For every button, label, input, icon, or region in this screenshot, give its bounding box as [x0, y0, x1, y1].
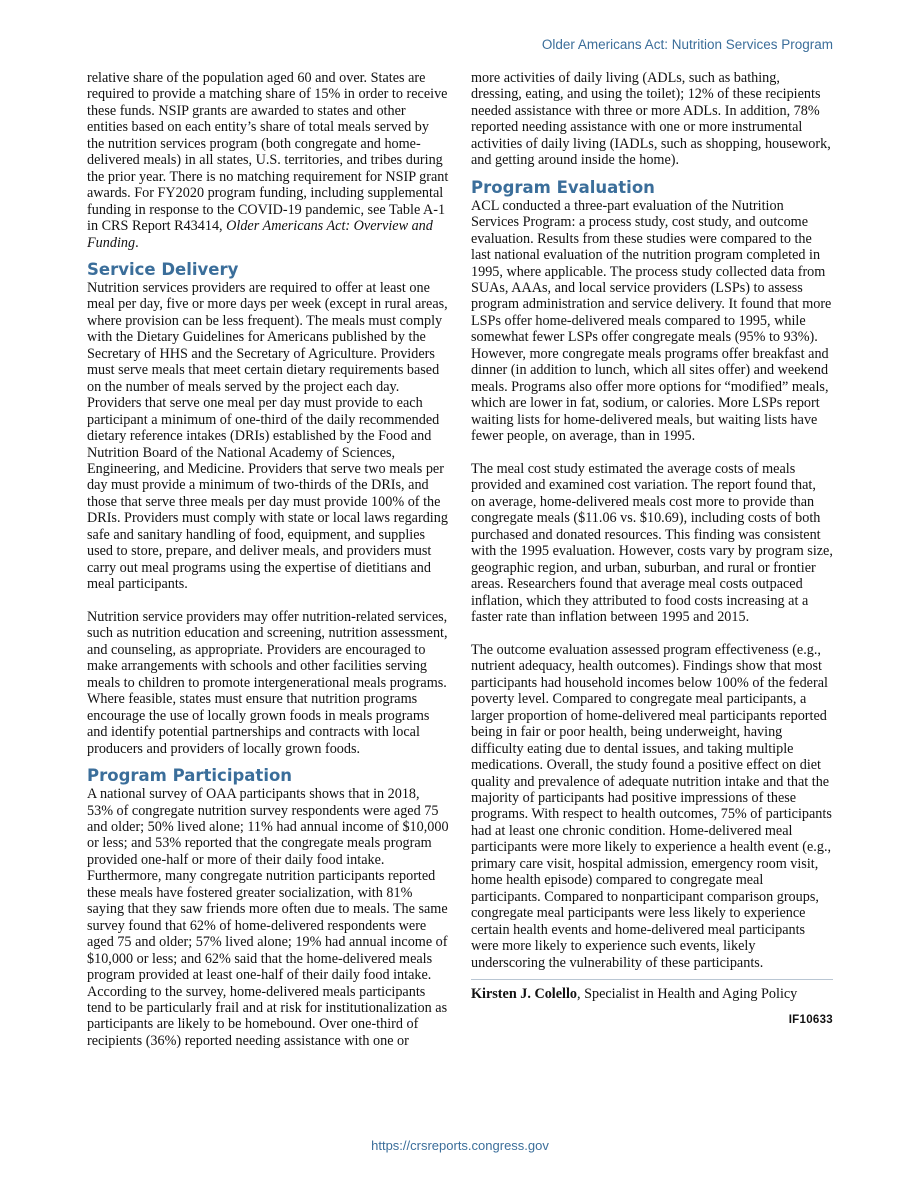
author-title: , Specialist in Health and Aging Policy	[577, 985, 798, 1002]
footer-url-link[interactable]: https://crsreports.congress.gov	[371, 1138, 549, 1153]
evaluation-paragraph-3: The outcome evaluation assessed program effectiveness (e.g., nutrient adequacy, health outcomes). Findings show that most participants had household incomes below 100% of the federal poverty level. Compared to congregate meal participants, a larger proportion of home-delivered meal participants reported being in fair or poor health, being underweight, having difficulty eating due to dental issues, and taking multiple medications. Overall, the study found a positive effect on diet quality and prevalence of adequate nutrition intake and that the majority of participants had positive impressions of these programs. With respect to health outcomes, 75% of participants had at least one chronic condition. Home-delivered meal participants were more likely to experience a health event (e.g., primary care visit, hospital admission, emergency room visit, home health episode) compared to congregate meal participants. Compared to nonparticipant comparison groups, congregate meal participants were less likely to experience certain health events and home-delivered meal participants were more likely to experience such events, likely underscoring the vulnerability of these participants.	[471, 641, 832, 971]
heading-service-delivery: Service Delivery	[87, 259, 239, 279]
evaluation-paragraph-2: The meal cost study estimated the average costs of meals provided and examined cost variation. The report found that, on average, home-delivered meals cost more to provide than congregate meals ($11.06 vs. $10.69), including costs of both purchased and donated resources. This finding was consistent with the 1995 evaluation. However, costs vary by program size, geographic region, and urban, suburban, and rural or frontier areas. Researchers found that average meal costs outpaced inflation, which they attributed to food costs increasing at a faster rate than inflation between 1995 and 2015.	[471, 460, 833, 626]
heading-program-participation: Program Participation	[87, 766, 293, 786]
funding-paragraph: relative share of the population aged 60 and over. States are required to provide a matching share of 15% in order to receive these funds. NSIP grants are awarded to states and other entities based on each entity’s share of total meals served by the nutrition services program (both congregate and home-delivered meals) in all states, U.S. territories, and tribes during the prior year. There is no matching requirement for NSIP grant awards. For FY2020 program funding, including supplemental funding in response to the COVID-19 pandemic, see Table A-1 in CRS Report R43414, Older Americans Act: Overview and Funding.	[87, 70, 449, 251]
heading-program-evaluation: Program Evaluation	[471, 177, 655, 197]
report-id: IF10633	[788, 1014, 833, 1027]
left-column	[87, 70, 449, 1049]
adl-paragraph: more activities of daily living (ADLs, such as bathing, dressing, eating, and using the toilet); 12% of these recipients needed assistance with three or more ADLs. In addition, 78% reported needing assistance with one or more instrumental activities of daily living (IADLs, such as shopping, housework, and getting around inside the home).	[471, 70, 831, 169]
report-title-italic: Older Americans Act: Overview and Funding	[87, 218, 433, 251]
author-line	[471, 986, 833, 1002]
author-name: Kirsten J. Colello	[471, 985, 577, 1002]
program-participation-paragraph: A national survey of OAA participants shows that in 2018, 53% of congregate nutrition survey respondents were aged 75 and older; 50% lived alone; 11% had annual income of $10,000 or less; and 53% reported that the congregate meals program provided one-half or more of their daily food intake. Furthermore, many congregate nutrition participants reported these meals have fostered greater socialization, with 81% saying that they saw friends more often due to meals. The same survey found that 62% of home-delivered respondents were aged 75 and older; 57% lived alone; 19% had annual income of $10,000 or less; and 62% said that the home-delivered meals program provided at least one-half of their daily food intake. According to the survey, home-delivered meals participants tend to be particularly frail and at risk for institutionalization as participants are likely to be homebound. Over one-third of recipients (36%) reported needing assistance with one or	[87, 786, 449, 1049]
service-delivery-paragraph-1: Nutrition services providers are required to offer at least one meal per day, five or more days per week (except in rural areas, where provision can be less frequent). The meals must comply with the Dietary Guidelines for Americans published by the Secretary of HHS and the Secretary of Agriculture. Providers must serve meals that meet certain dietary requirements based on the number of meals served by the project each day. Providers that serve one meal per day must provide to each participant a minimum of one-third of the daily recommended dietary reference intakes (DRIs) established by the Food and Nutrition Board of the National Academy of Sciences, Engineering, and Medicine. Providers that serve two meals per day must provide a minimum of two-thirds of the DRIs, and those that serve three meals per day must provide 100% of the DRIs. Providers must comply with state or local laws regarding safe and sanitary handling of food, equipment, and supplies used to store, prepare, and deliver meals, and providers must carry out meal programs using the expertise of dietitians and meal participants.	[87, 279, 448, 593]
running-header: Older Americans Act: Nutrition Services Program	[541, 37, 833, 52]
right-column	[471, 70, 833, 1029]
service-delivery-paragraph-2: Nutrition service providers may offer nutrition-related services, such as nutrition education and screening, nutrition assessment, and counseling, as appropriate. Providers are encouraged to make arrangements with schools and other facilities serving meals to children to promote intergenerational meals programs. Where feasible, states must ensure that nutrition programs encourage the use of locally grown foods in meals programs and identify potential partnerships and contracts with local producers and providers of locally grown foods.	[87, 609, 448, 757]
evaluation-paragraph-1: ACL conducted a three-part evaluation of the Nutrition Services Program: a process study, cost study, and outcome evaluation. Results from these studies were compared to the last national evaluation of the nutrition program completed in 1995, where applicable. The process study collected data from SUAs, AAAs, and local service providers (LSPs) to assess program administration and service delivery. It found that more LSPs offer home-delivered meals compared to 1995, while somewhat fewer LSPs offer congregate meals (95% to 93%). However, more congregate meals programs offer breakfast and dinner (in addition to lunch, which all sites offer) and weekend meals. Programs also offer more options for “modified” meals, which are lower in fat, sodium, or calories. More LSPs report waiting lists for home-delivered meals, but waiting lists have fewer people, on average, than in 1995.	[471, 197, 832, 445]
author-divider	[471, 979, 833, 980]
